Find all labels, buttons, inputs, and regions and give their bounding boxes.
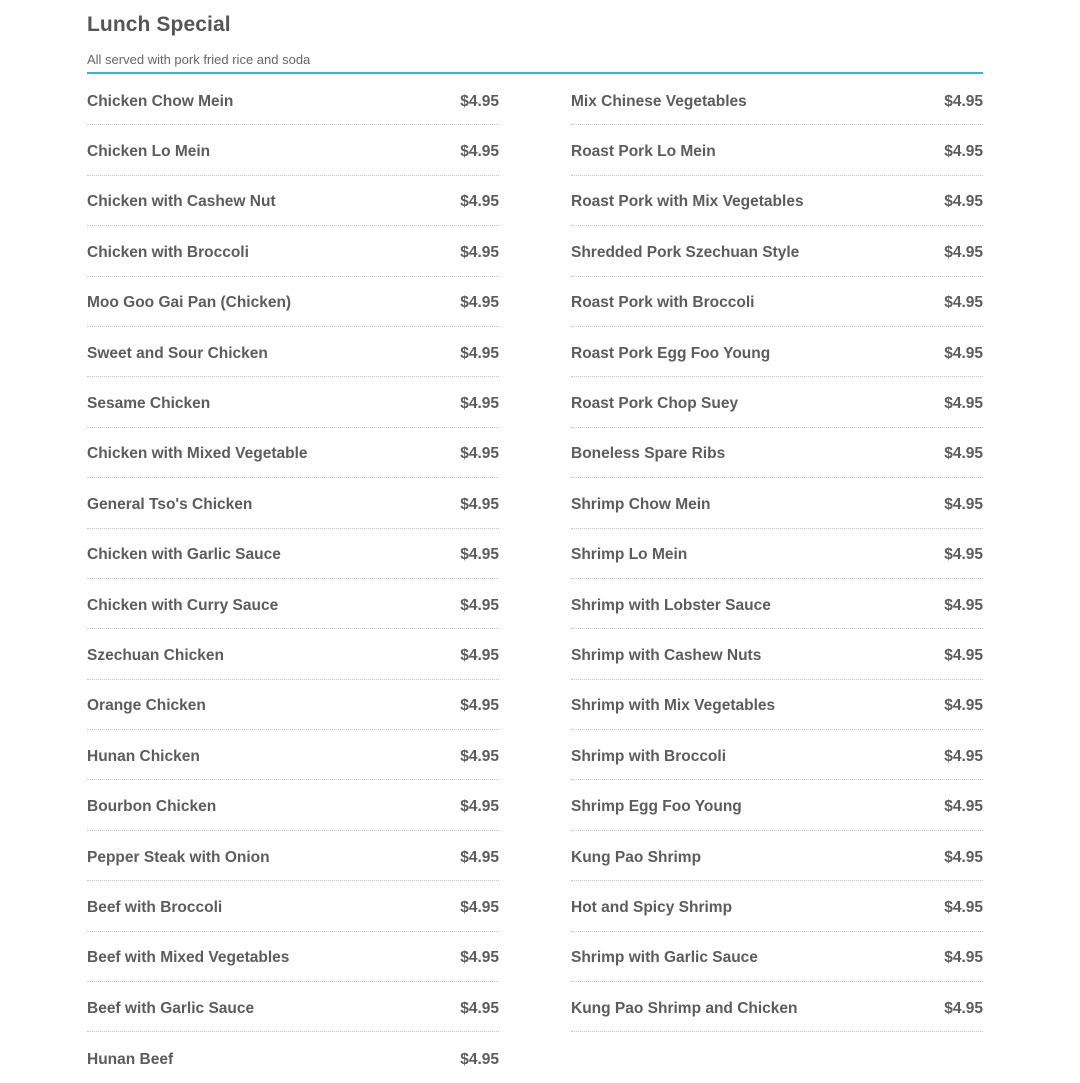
menu-item[interactable] xyxy=(87,680,499,730)
menu-item[interactable] xyxy=(571,377,983,427)
menu-column-right xyxy=(571,75,983,1083)
menu-item-price: $4.95 xyxy=(944,999,983,1017)
menu-item-price: $4.95 xyxy=(460,243,499,261)
menu-item[interactable] xyxy=(87,579,499,629)
menu-column-left xyxy=(87,75,499,1083)
menu-item-price: $4.95 xyxy=(460,193,499,211)
menu-item[interactable] xyxy=(87,932,499,982)
menu-item[interactable] xyxy=(571,780,983,830)
menu-item[interactable] xyxy=(87,881,499,931)
menu-item-price: $4.95 xyxy=(944,193,983,211)
menu-item[interactable] xyxy=(571,730,983,780)
menu-item-name: Mix Chinese Vegetables xyxy=(571,92,747,110)
menu-item-name: Kung Pao Shrimp and Chicken xyxy=(571,999,798,1017)
menu-item[interactable] xyxy=(571,831,983,881)
section-subtitle: All served with pork fried rice and soda xyxy=(87,52,983,74)
section-title: Lunch Special xyxy=(87,13,231,36)
menu-item-name: Pepper Steak with Onion xyxy=(87,848,270,866)
menu-item-price: $4.95 xyxy=(460,747,499,765)
menu-item-name: Shrimp with Broccoli xyxy=(571,747,727,765)
menu-item-name: Shredded Pork Szechuan Style xyxy=(571,243,800,261)
menu-item-price: $4.95 xyxy=(944,646,983,664)
menu-item-price: $4.95 xyxy=(944,546,983,564)
menu-item-price: $4.95 xyxy=(944,798,983,816)
menu-item-name: Shrimp Lo Mein xyxy=(571,546,688,564)
menu-item[interactable] xyxy=(87,730,499,780)
menu-item-name: Boneless Spare Ribs xyxy=(571,445,726,463)
menu-item-price: $4.95 xyxy=(944,344,983,362)
menu-item-price: $4.95 xyxy=(460,395,499,413)
menu-item-name: Chicken with Mixed Vegetable xyxy=(87,445,308,463)
menu-item-price: $4.95 xyxy=(460,92,499,110)
menu-item-name: Shrimp Chow Mein xyxy=(571,495,711,513)
menu-item-price: $4.95 xyxy=(460,344,499,362)
menu-item-name: Bourbon Chicken xyxy=(87,798,217,816)
menu-item[interactable] xyxy=(87,327,499,377)
menu-item[interactable] xyxy=(571,277,983,327)
menu-item[interactable] xyxy=(87,982,499,1032)
menu-item-name: Beef with Garlic Sauce xyxy=(87,999,255,1017)
menu-item[interactable] xyxy=(571,680,983,730)
menu-item-price: $4.95 xyxy=(944,697,983,715)
menu-item-name: Chicken with Curry Sauce xyxy=(87,596,279,614)
menu-columns xyxy=(87,75,983,1083)
menu-item-name: Roast Pork Chop Suey xyxy=(571,395,739,413)
menu-item-price: $4.95 xyxy=(460,949,499,967)
menu-item-name: Moo Goo Gai Pan (Chicken) xyxy=(87,294,292,312)
menu-item-price: $4.95 xyxy=(460,596,499,614)
menu-item[interactable] xyxy=(571,176,983,226)
menu-item-name: Chicken Lo Mein xyxy=(87,143,211,161)
menu-item[interactable] xyxy=(87,75,499,125)
menu-item-price: $4.95 xyxy=(944,92,983,110)
menu-item-price: $4.95 xyxy=(944,949,983,967)
menu-item[interactable] xyxy=(571,428,983,478)
menu-item-name: Roast Pork with Broccoli xyxy=(571,294,755,312)
menu-item-price: $4.95 xyxy=(944,294,983,312)
menu-item-price: $4.95 xyxy=(460,1050,499,1068)
menu-item-price: $4.95 xyxy=(944,243,983,261)
menu-item-price: $4.95 xyxy=(460,697,499,715)
menu-item-price: $4.95 xyxy=(460,898,499,916)
menu-item-price: $4.95 xyxy=(460,848,499,866)
menu-item-price: $4.95 xyxy=(944,143,983,161)
menu-item-name: Shrimp with Cashew Nuts xyxy=(571,646,762,664)
menu-item[interactable] xyxy=(571,226,983,276)
menu-item[interactable] xyxy=(571,529,983,579)
menu-item-name: Beef with Mixed Vegetables xyxy=(87,949,290,967)
menu-item[interactable] xyxy=(87,277,499,327)
menu-item[interactable] xyxy=(571,932,983,982)
menu-item-name: Shrimp with Garlic Sauce xyxy=(571,949,758,967)
menu-item-name: Sesame Chicken xyxy=(87,395,211,413)
menu-item-price: $4.95 xyxy=(944,898,983,916)
menu-item-name: Chicken with Garlic Sauce xyxy=(87,546,281,564)
menu-item-price: $4.95 xyxy=(944,596,983,614)
menu-item[interactable] xyxy=(87,226,499,276)
menu-item[interactable] xyxy=(87,780,499,830)
menu-item-name: Beef with Broccoli xyxy=(87,898,223,916)
menu-item[interactable] xyxy=(571,478,983,528)
menu-item-name: Szechuan Chicken xyxy=(87,646,224,664)
menu-item[interactable] xyxy=(571,629,983,679)
menu-item-name: Roast Pork with Mix Vegetables xyxy=(571,193,804,211)
menu-item[interactable] xyxy=(571,579,983,629)
menu-item[interactable] xyxy=(87,831,499,881)
menu-item-price: $4.95 xyxy=(944,495,983,513)
menu-item[interactable] xyxy=(87,629,499,679)
menu-item[interactable] xyxy=(87,125,499,175)
menu-item[interactable] xyxy=(87,1032,499,1082)
menu-item[interactable] xyxy=(87,428,499,478)
menu-item[interactable] xyxy=(571,75,983,125)
menu-item-name: Chicken with Cashew Nut xyxy=(87,193,276,211)
menu-item[interactable] xyxy=(87,478,499,528)
menu-item-name: Roast Pork Lo Mein xyxy=(571,143,716,161)
lunch-special-menu xyxy=(87,0,983,1083)
menu-item-name: Sweet and Sour Chicken xyxy=(87,344,268,362)
menu-item-price: $4.95 xyxy=(944,395,983,413)
menu-item-price: $4.95 xyxy=(460,646,499,664)
menu-item-name: Shrimp Egg Foo Young xyxy=(571,798,742,816)
menu-item-name: Roast Pork Egg Foo Young xyxy=(571,344,771,362)
menu-item-name: Chicken with Broccoli xyxy=(87,243,249,261)
menu-item-price: $4.95 xyxy=(460,294,499,312)
menu-item-price: $4.95 xyxy=(944,445,983,463)
menu-item[interactable] xyxy=(87,529,499,579)
menu-item-price: $4.95 xyxy=(460,445,499,463)
menu-item-name: Orange Chicken xyxy=(87,697,206,715)
menu-item-name: General Tso's Chicken xyxy=(87,495,253,513)
menu-item[interactable] xyxy=(571,881,983,931)
menu-item-price: $4.95 xyxy=(944,848,983,866)
menu-item-price: $4.95 xyxy=(460,999,499,1017)
menu-item[interactable] xyxy=(87,176,499,226)
menu-item-price: $4.95 xyxy=(944,747,983,765)
menu-item-name: Hunan Chicken xyxy=(87,747,200,765)
menu-item[interactable] xyxy=(571,327,983,377)
menu-item-name: Hot and Spicy Shrimp xyxy=(571,898,733,916)
menu-item-name: Chicken Chow Mein xyxy=(87,92,234,110)
menu-item-price: $4.95 xyxy=(460,143,499,161)
menu-item-price: $4.95 xyxy=(460,798,499,816)
menu-item-name: Hunan Beef xyxy=(87,1050,174,1068)
menu-item-price: $4.95 xyxy=(460,546,499,564)
menu-item[interactable] xyxy=(571,982,983,1032)
menu-item[interactable] xyxy=(87,377,499,427)
menu-item[interactable] xyxy=(571,125,983,175)
menu-item-price: $4.95 xyxy=(460,495,499,513)
menu-item-name: Kung Pao Shrimp xyxy=(571,848,702,866)
menu-item-name: Shrimp with Lobster Sauce xyxy=(571,596,771,614)
menu-item-name: Shrimp with Mix Vegetables xyxy=(571,697,776,715)
